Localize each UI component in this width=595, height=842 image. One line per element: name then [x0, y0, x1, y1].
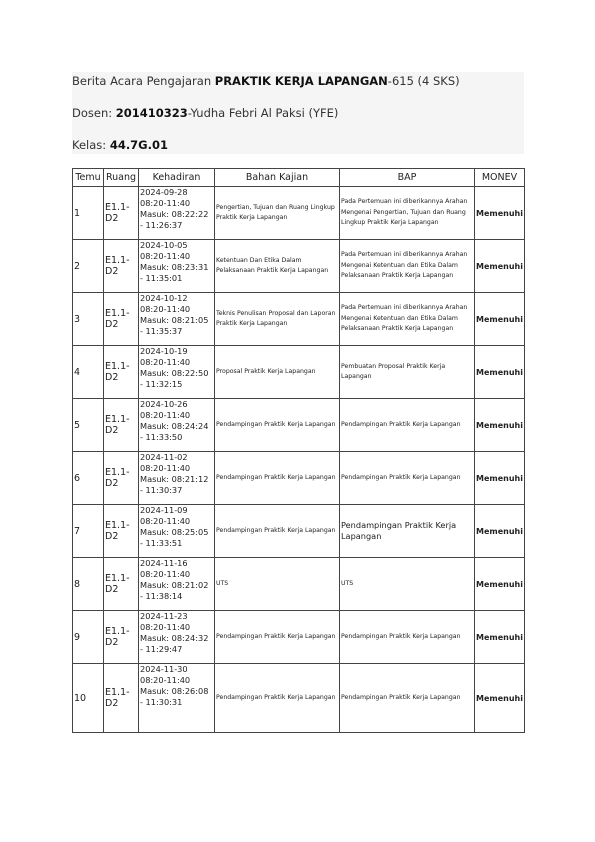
title-prefix: Berita Acara Pengajaran [72, 74, 215, 88]
course-suffix: -615 (4 SKS) [387, 74, 460, 88]
cell-monev: Memenuhi [475, 664, 525, 733]
cell-monev: Memenuhi [475, 558, 525, 611]
cell-ruang: E1.1-D2 [104, 558, 139, 611]
cell-kehadiran: 2024-09-28 08:20-11:40 Masuk: 08:22:22 - 11:26:37 [139, 187, 215, 240]
table-row [73, 664, 525, 733]
cell-ruang: E1.1-D2 [104, 611, 139, 664]
cell-temu: 5 [73, 399, 104, 452]
cell-temu: 10 [73, 664, 104, 733]
cell-ruang: E1.1-D2 [104, 187, 139, 240]
cell-bahan-kajian: Pendampingan Praktik Kerja Lapangan [215, 399, 340, 452]
kelas-label: Kelas: [72, 138, 110, 152]
cell-kehadiran: 2024-10-19 08:20-11:40 Masuk: 08:22:50 - 11:32:15 [139, 346, 215, 399]
cell-monev: Memenuhi [475, 346, 525, 399]
cell-temu: 9 [73, 611, 104, 664]
document-title [72, 74, 460, 88]
table-row [73, 399, 525, 452]
cell-ruang: E1.1-D2 [104, 293, 139, 346]
course-name: PRAKTIK KERJA LAPANGAN [214, 74, 388, 88]
table-header-row [73, 169, 525, 187]
cell-kehadiran: 2024-11-16 08:20-11:40 Masuk: 08:21:02 - 11:38:14 [139, 558, 215, 611]
cell-ruang: E1.1-D2 [104, 399, 139, 452]
cell-temu: 3 [73, 293, 104, 346]
table-row [73, 187, 525, 240]
cell-bahan-kajian: Pendampingan Praktik Kerja Lapangan [215, 452, 340, 505]
cell-temu: 2 [73, 240, 104, 293]
dosen-label: Dosen: [72, 106, 116, 120]
table-row [73, 240, 525, 293]
cell-bap: UTS [340, 558, 475, 611]
cell-monev: Memenuhi [475, 452, 525, 505]
cell-ruang: E1.1-D2 [104, 664, 139, 733]
dosen-name: -Yudha Febri Al Paksi (YFE) [187, 106, 339, 120]
col-header-temu: Temu [73, 169, 104, 187]
cell-monev: Memenuhi [475, 505, 525, 558]
table-row [73, 293, 525, 346]
cell-monev: Memenuhi [475, 240, 525, 293]
cell-bap: Pada Pertemuan ini diberikannya Arahan Mengenai Pengertian, Tujuan dan Ruang Lingkup Praktik Kerja Lapangan [340, 187, 475, 240]
table-row [73, 505, 525, 558]
col-header-ruang: Ruang [104, 169, 139, 187]
cell-monev: Memenuhi [475, 399, 525, 452]
col-header-monev: MONEV [475, 169, 525, 187]
cell-bap: Pendampingan Praktik Kerja Lapangan [340, 452, 475, 505]
cell-bahan-kajian: UTS [215, 558, 340, 611]
cell-temu: 7 [73, 505, 104, 558]
cell-bahan-kajian: Pendampingan Praktik Kerja Lapangan [215, 611, 340, 664]
cell-temu: 4 [73, 346, 104, 399]
table-row [73, 452, 525, 505]
cell-ruang: E1.1-D2 [104, 452, 139, 505]
dosen-line [72, 106, 338, 120]
kelas-value: 44.7G.01 [109, 138, 168, 152]
table-row [73, 346, 525, 399]
col-header-bap: BAP [340, 169, 475, 187]
cell-bahan-kajian: Ketentuan Dan Etika Dalam Pelaksanaan Praktik Kerja Lapangan [215, 240, 340, 293]
cell-kehadiran: 2024-11-30 08:20-11:40 Masuk: 08:26:08 - 11:30:31 [139, 664, 215, 733]
table-row [73, 558, 525, 611]
cell-kehadiran: 2024-10-26 08:20-11:40 Masuk: 08:24:24 - 11:33:50 [139, 399, 215, 452]
col-header-kehadiran: Kehadiran [139, 169, 215, 187]
cell-ruang: E1.1-D2 [104, 346, 139, 399]
cell-kehadiran: 2024-10-12 08:20-11:40 Masuk: 08:21:05 - 11:35:37 [139, 293, 215, 346]
cell-bahan-kajian: Pengertian, Tujuan dan Ruang Lingkup Praktik Kerja Lapangan [215, 187, 340, 240]
cell-bahan-kajian: Proposal Praktik Kerja Lapangan [215, 346, 340, 399]
cell-bap: Pendampingan Praktik Kerja Lapangan [340, 664, 475, 733]
cell-bahan-kajian: Pendampingan Praktik Kerja Lapangan [215, 664, 340, 733]
cell-temu: 1 [73, 187, 104, 240]
cell-ruang: E1.1-D2 [104, 240, 139, 293]
cell-bap: Pada Pertemuan ini diberikannya Arahan Mengenai Ketentuan dan Etika Dalam Pelaksanaan Praktik Kerja Lapangan [340, 240, 475, 293]
cell-bap: Pendampingan Praktik Kerja Lapangan [340, 399, 475, 452]
bap-table [72, 168, 525, 733]
cell-bahan-kajian: Teknis Penulisan Proposal dan Laporan Praktik Kerja Lapangan [215, 293, 340, 346]
cell-temu: 8 [73, 558, 104, 611]
cell-monev: Memenuhi [475, 611, 525, 664]
cell-bap: Pada Pertemuan ini diberikannya Arahan Mengenai Ketentuan dan Etika Dalam Pelaksanaan Praktik Kerja Lapangan [340, 293, 475, 346]
cell-bahan-kajian: Pendampingan Praktik Kerja Lapangan [215, 505, 340, 558]
cell-monev: Memenuhi [475, 293, 525, 346]
cell-kehadiran: 2024-11-02 08:20-11:40 Masuk: 08:21:12 - 11:30:37 [139, 452, 215, 505]
cell-kehadiran: 2024-10-05 08:20-11:40 Masuk: 08:23:31 - 11:35:01 [139, 240, 215, 293]
dosen-id: 201410323 [115, 106, 188, 120]
cell-bap: Pembuatan Proposal Praktik Kerja Lapangan [340, 346, 475, 399]
cell-kehadiran: 2024-11-09 08:20-11:40 Masuk: 08:25:05 - 11:33:51 [139, 505, 215, 558]
table-row [73, 611, 525, 664]
cell-kehadiran: 2024-11-23 08:20-11:40 Masuk: 08:24:32 - 11:29:47 [139, 611, 215, 664]
cell-ruang: E1.1-D2 [104, 505, 139, 558]
cell-bap: Pendampingan Praktik Kerja Lapangan [340, 611, 475, 664]
kelas-line [72, 138, 168, 152]
col-header-bahan-kajian: Bahan Kajian [215, 169, 340, 187]
cell-temu: 6 [73, 452, 104, 505]
cell-monev: Memenuhi [475, 187, 525, 240]
cell-bap: Pendampingan Praktik Kerja Lapangan [340, 505, 475, 558]
